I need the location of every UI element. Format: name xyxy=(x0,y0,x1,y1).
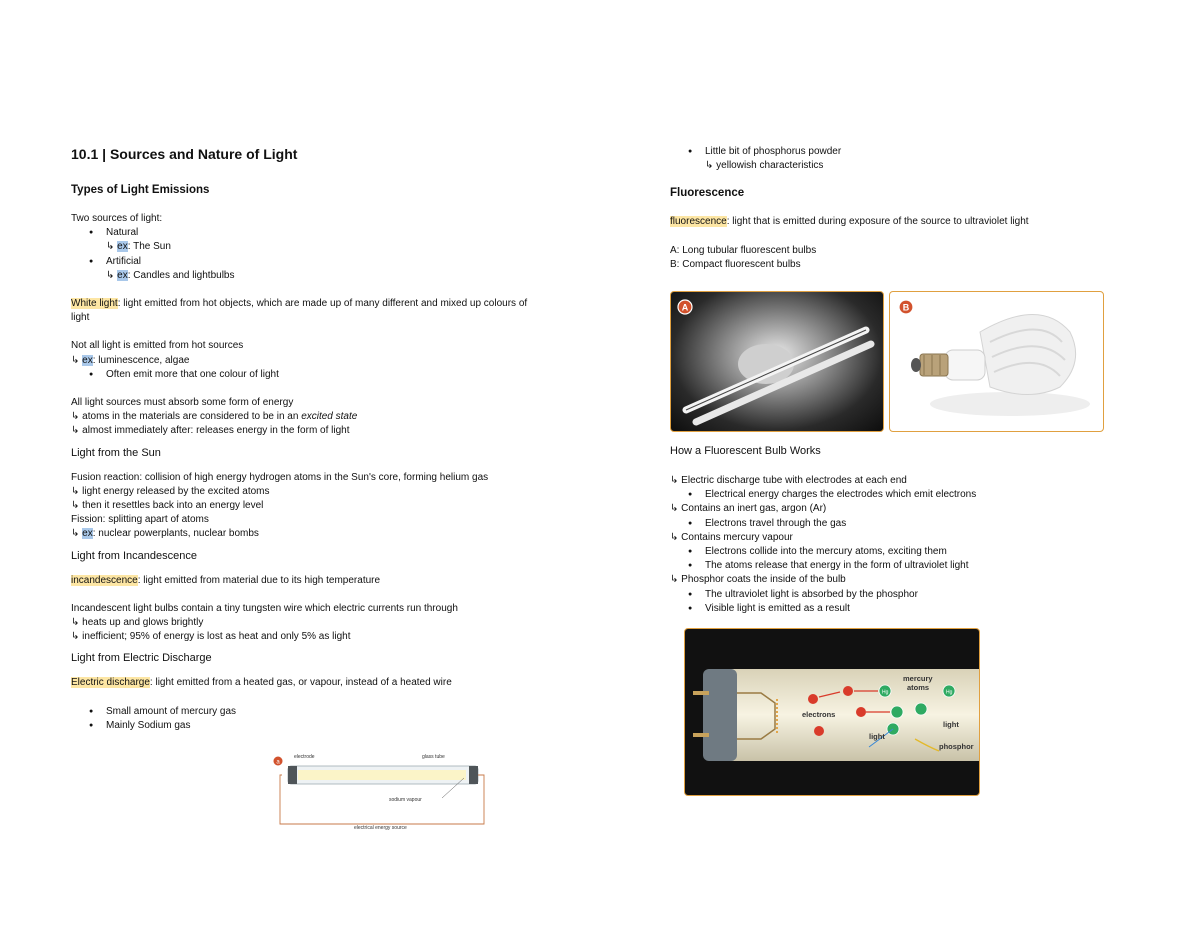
list xyxy=(670,488,1120,502)
badge-a-label: A xyxy=(681,302,689,313)
page-title: 10.1 | Sources and Nature of Light xyxy=(71,146,298,162)
arrow-line: ↳ Contains mercury vapour xyxy=(670,531,793,543)
list-item: ● Often emit more that one colour of light xyxy=(106,368,541,382)
sodium-lamp-figure xyxy=(272,752,492,830)
list-item: ● The atoms release that energy in the form of ultraviolet light xyxy=(705,559,1120,573)
ex-highlight: ex xyxy=(117,241,128,253)
electrode-label: electrode xyxy=(294,754,315,760)
electrons-label: electrons xyxy=(802,710,836,719)
electron xyxy=(808,694,818,704)
incandescence-definition: incandescence: light emitted from material due to its high temperature xyxy=(71,574,381,586)
pin-top xyxy=(693,691,709,695)
types-heading: Types of Light Emissions xyxy=(71,184,210,196)
list-item: ● Mainly Sodium gas xyxy=(106,719,541,733)
badge-b-label: B xyxy=(902,302,910,313)
sun-heading: Light from the Sun xyxy=(71,446,161,459)
arrow-line: ↳ atoms in the materials are considered to be in an excited state xyxy=(71,411,358,423)
tube-1-edge xyxy=(686,330,866,410)
list-item: ● Natural xyxy=(106,226,541,240)
list xyxy=(670,545,1120,573)
incandescence-heading: Light from Incandescence xyxy=(71,549,197,562)
term-highlight: White light xyxy=(71,298,118,310)
term-highlight: fluorescence xyxy=(670,216,727,228)
arrow-line: ↳ light energy released by the excited atoms xyxy=(71,485,270,497)
bulb-reflection xyxy=(930,392,1090,416)
b-line: B: Compact fluorescent bulbs xyxy=(670,258,801,270)
electron xyxy=(814,726,824,736)
light-label: light xyxy=(943,720,959,729)
list-item: ● Visible light is emitted as a result xyxy=(705,602,1120,616)
pin-bottom xyxy=(693,733,709,737)
list-item: ● The ultraviolet light is absorbed by the phosphor xyxy=(705,588,1120,602)
tubular-bulbs-image xyxy=(671,292,883,431)
arrow-line: ↳ Contains an inert gas, argon (Ar) xyxy=(670,503,827,515)
sodium-lamp-diagram xyxy=(272,752,492,830)
left-column xyxy=(71,145,541,733)
mercury-atom xyxy=(915,703,927,715)
list-item: ● Little bit of phosphorus powder xyxy=(705,145,1120,159)
arrow-line: ↳ ex: luminescence, algae xyxy=(71,354,190,366)
list-item: ● Electrons collide into the mercury atoms, exciting them xyxy=(705,545,1120,559)
fluorescent-diagram xyxy=(684,628,980,796)
arrow-line: ↳ yellowish characteristics xyxy=(705,160,824,172)
tungsten-text: Incandescent light bulbs contain a tiny tungsten wire which electric currents run through xyxy=(71,602,458,614)
arrow-line: ↳ inefficient; 95% of energy is lost as heat and only 5% as light xyxy=(71,631,351,643)
fluorescence-heading: Fluorescence xyxy=(670,187,745,200)
a-line: A: Long tubular fluorescent bulbs xyxy=(670,244,817,256)
list-item: ● Artificial xyxy=(106,255,541,269)
sources-list xyxy=(71,255,541,269)
absorb-text: All light sources must absorb some form of energy xyxy=(71,397,294,409)
list xyxy=(71,368,541,382)
fluorescent-diagram-svg xyxy=(685,629,979,795)
not-all-text: Not all light is emitted from hot sources xyxy=(71,340,244,352)
electrode-right xyxy=(469,766,478,784)
list-item: ● Electrons travel through the gas xyxy=(705,517,1120,531)
photo-tubular-bulbs xyxy=(670,291,884,432)
hg-label: Hg xyxy=(946,689,953,696)
mercury-label: mercury xyxy=(903,674,933,683)
list xyxy=(670,588,1120,616)
fluorescence-definition: fluorescence: light that is emitted during exposure of the source to ultraviolet light xyxy=(670,216,1029,228)
arrow-line: ↳ Phosphor coats the inside of the bulb xyxy=(670,574,846,586)
bulb-spiral xyxy=(980,315,1076,395)
atoms-label: atoms xyxy=(907,683,930,692)
ex-highlight: ex xyxy=(82,528,93,540)
fusion-text: Fusion reaction: collision of high energy hydrogen atoms in the Sun's core, forming helium gas xyxy=(71,471,489,483)
list xyxy=(71,705,541,733)
discharge-definition: Electric discharge: light emitted from a heated gas, or vapour, instead of a heated wire xyxy=(71,677,452,689)
electron xyxy=(843,686,853,696)
list xyxy=(670,517,1120,531)
ex-highlight: ex xyxy=(82,354,93,366)
how-it-works-section xyxy=(670,444,1120,616)
arrow-line: ↳ ex: The Sun xyxy=(106,241,171,253)
photo-compact-bulb xyxy=(889,291,1104,432)
ex-highlight: ex xyxy=(117,269,128,281)
arrow-line: ↳ heats up and glows brightly xyxy=(71,617,204,629)
sources-list xyxy=(71,226,541,240)
figure-badge-label: a xyxy=(276,759,280,766)
list-item: ● Small amount of mercury gas xyxy=(106,705,541,719)
phosphor-label: phosphor xyxy=(939,742,974,751)
arrow-line: ↳ then it resettles back into an energy level xyxy=(71,500,264,512)
arrow-line: ↳ ex: Candles and lightbulbs xyxy=(106,269,235,281)
arrow-line: ↳ Electric discharge tube with electrodes at each end xyxy=(670,475,907,486)
bulb-tip xyxy=(911,358,921,372)
two-sources-text: Two sources of light: xyxy=(71,213,163,224)
tube-label: glass tube xyxy=(422,754,445,760)
fission-text: Fission: splitting apart of atoms xyxy=(71,514,209,526)
discharge-heading: Light from Electric Discharge xyxy=(71,652,212,665)
vapour-label: sodium vapour xyxy=(389,797,422,803)
energy-label: electrical energy source xyxy=(354,825,407,830)
arrow-line: ↳ almost immediately after: releases energy in the form of light xyxy=(71,425,350,437)
electrode-left xyxy=(288,766,297,784)
how-heading: How a Fluorescent Bulb Works xyxy=(670,445,821,457)
light-label: light xyxy=(869,732,885,741)
mercury-atom xyxy=(891,706,903,718)
term-highlight: incandescence xyxy=(71,574,138,586)
list-item: ● Electrical energy charges the electrodes which emit electrons xyxy=(705,488,1120,502)
end-cap xyxy=(703,669,737,761)
arrow-line: ↳ ex: nuclear powerplants, nuclear bombs xyxy=(71,528,259,540)
sodium-glow xyxy=(298,770,466,780)
white-light-definition: White light: light emitted from hot objects, which are made up of many different and mixed up colours of light xyxy=(71,298,528,324)
list xyxy=(670,145,1120,159)
hg-label: Hg xyxy=(882,689,889,696)
electron xyxy=(856,707,866,717)
term-highlight: Electric discharge xyxy=(71,677,150,689)
right-column xyxy=(670,145,1120,272)
compact-bulb-image xyxy=(890,292,1103,431)
bulb-housing xyxy=(945,350,985,380)
